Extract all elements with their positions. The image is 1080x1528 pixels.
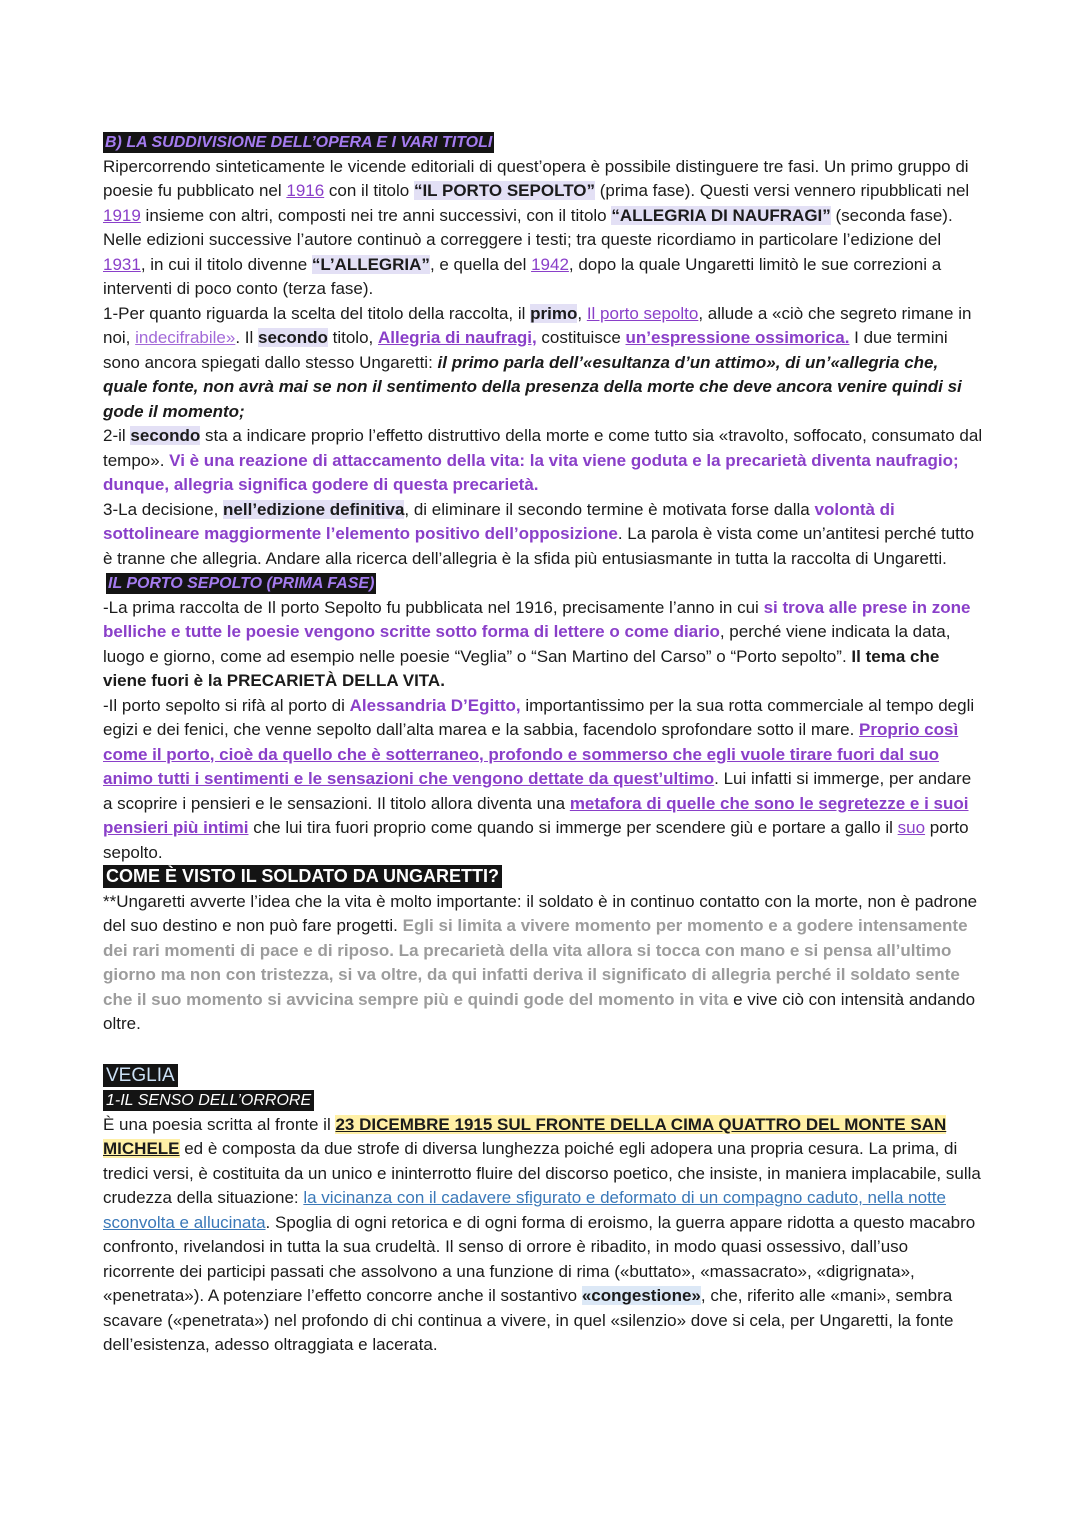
text: (seconda fase). Nelle edizioni successive l’autore continuò a correggere i testi; tra queste ricordiamo in particolare l’edizione del [103,205,953,249]
term-secondo: secondo [130,426,201,445]
term-primo: primo [530,303,578,323]
text: . Il [235,328,258,347]
text: , e quella del [429,254,532,274]
text: . La parola è vista come un’antitesi perché tutto è tranne che allegria. Andare alla ricerca dell’allegria è la sfida più entusiasmante in tutta la raccolta di Ungaretti. [103,524,975,568]
section-soldato [103,865,983,1037]
text: 2-il [103,426,131,445]
term-congestione: «congestione» [581,1286,701,1305]
highlight-proprio-cosi: Proprio così come il porto, cioè da quello che è sotterraneo, profondo e sommerso che egli vuole tirare fuori dal suo animo tutti i sentimenti e le sensazioni che vengono dettate da quest’ultimo [103,720,959,788]
text: titolo, [327,328,378,347]
term-il-porto-sepolto: Il porto sepolto [586,303,699,323]
tema-precarieta: Il tema che viene fuori è la PRECARIETÀ DELLA VITA. [103,646,940,690]
title-allegria-di-naufragi: “ALLEGRIA DI NAUFRAGI” [611,205,831,225]
text: , dopo la quale Ungaretti limitò le sue correzioni a interventi di poco conto (terza fase). [103,254,942,298]
term-secondo: secondo [258,328,328,347]
section-b-heading: B) LA SUDDIVISIONE DELL’OPERA E I VARI TITOLI [105,134,493,151]
porto-sepolto-paragraph-2 [103,694,983,866]
text: -Il porto sepolto si rifà al porto di [103,695,350,715]
text: , in cui il titolo divenne [140,254,312,274]
highlight-volonta: volontà di sottolineare maggiormente l’elemento positivo dell’opposizione [103,499,895,543]
text: I due termini sono ancora spiegati dallo stesso Ungaretti: [103,328,948,372]
term-suo: suo [897,818,926,837]
text: . Lui infatti si immerge, per andare a scoprire i pensieri e le sensazioni. Il titolo allora diventa una [103,769,972,813]
veglia-heading: VEGLIA [103,1064,178,1087]
document-page [103,130,983,1358]
text: , allude a «ciò che segreto rimane in noi, [103,303,972,347]
year-1931: 1931 [103,254,141,274]
text: -La prima raccolta de Il porto Sepolto fu pubblicata nel 1916, precisamente l’anno in cui [103,597,764,617]
term-alessandria: Alessandria D’Egitto, [349,695,521,715]
text: sta a indicare proprio l’effetto distruttivo della morte e come tutto sia «travolto, soffocato, consumato dal tempo». [103,426,983,470]
veglia-paragraph-1 [103,1113,983,1358]
highlight-grey: Egli si limita a vivere momento per momento e a godere intensamente dei rari momenti di pace e di riposo. La precarietà della vita allora si tocca con mano e si pensa all’ultimo giorno ma non con tristezza, si va oltre, da qui infatti deriva il significato di allegria perché il soldato sente che il suo momento si avvicina sempre più e quindi gode del momento in vita [103,916,968,1009]
text: 1-Per quanto riguarda la scelta del titolo della raccolta, il [103,303,531,323]
section-b-paragraph-2 [103,302,983,425]
text: **Ungaretti avverte l’idea che la vita è molto importante: il soldato è in continuo contatto con la morte, non è padrone del suo destino e non può fare progetti. [103,891,978,935]
term-allegria-di-naufragi: Allegria di naufragi, [378,328,537,347]
section-porto-sepolto [103,571,983,865]
text: Ripercorrendo sinteticamente le vicende editoriali di quest’opera è possibile distinguere tre fasi. Un primo gruppo di poesie fu pubblicato nel [103,156,969,200]
text: 3-La decisione, [103,499,224,519]
highlight-metafora: metafora di quelle che sono le segretezze e i suoi pensieri più intimi [103,793,969,837]
text: , di eliminare il secondo termine è motivata forse dalla [404,499,815,519]
veglia-subheading: 1-IL SENSO DELL’ORRORE [103,1090,314,1111]
text: , che, riferito alle «mani», sembra scavare («penetrata») nel profondo di chi continua a vivere, in quel «silenzio» dove si cela, per Ungaretti, la fonte dell’esistenza, adesso oltraggiata e lacerata. [103,1286,954,1354]
porto-sepolto-heading: IL PORTO SEPOLTO (PRIMA FASE) [108,575,375,592]
title-allegria: “L’ALLEGRIA” [311,254,430,274]
highlight-attaccamento: Vi è una reazione di attaccamento della vita: la vita viene goduta e la precarietà diventa naufragio; dunque, allegria significa godere di questa precarietà. [103,450,959,494]
text: insieme con altri, composti nei tre anni successivi, con il titolo [140,205,612,225]
text: , [577,303,587,323]
term-ossimorica: un’espressione ossimorica. [625,328,850,347]
year-1916: 1916 [286,181,325,200]
text: . Spoglia di ogni retorica e di ogni forma di eroismo, la guerra appare ridotta a questo macabro confronto, rivelandosi in tutta la sua crudeltà. Il senso di orrore è ribadito, in modo quasi ossessivo, dall’uso ricorrente dei participi passati che assolvono a una funzione di rima («buttato», «massacrato», «digrignata», «penetrata»). A potenziare l’effetto concorre anche il sostantivo [103,1212,976,1305]
text: e vive ciò con intensità andando oltre. [103,989,976,1033]
title-porto-sepolto: “IL PORTO SEPOLTO” [413,181,596,200]
text: (prima fase). Questi versi vennero ripubblicati nel [595,181,970,200]
highlight-cadavere: la vicinanza con il cadavere sfigurato e deformato di un compagno caduto, nella notte sconvolta e allucinata [103,1188,946,1232]
highlight-zone-belliche: si trova alle prese in zone belliche e tutte le poesie vengono scritte sotto forma di lettere o come diario [103,597,971,641]
soldato-paragraph-1 [103,890,983,1037]
porto-sepolto-paragraph-1 [103,596,983,694]
text: con il titolo [324,181,414,200]
year-1919: 1919 [103,205,141,225]
text: , perché viene indicata la data, luogo e giorno, come ad esempio nelle poesie “Veglia” o “San Martino del Carso” o “Porto sepolto”. [103,622,951,666]
section-b-paragraph-4 [103,498,983,572]
year-1942: 1942 [531,254,569,274]
section-b-paragraph-1 [103,155,983,302]
text: ed è composta da due strofe di diversa lunghezza poiché egli adopera una propria cesura. La prima, di tredici versi, è costituita da un unico e ininterrotto fluire del discorso poetico, che insiste, in maniera implacabile, sulla crudezza della situazione: [103,1139,981,1207]
section-b-paragraph-3 [103,424,983,498]
text: È una poesia scritta al fronte il [103,1114,336,1134]
text: porto sepolto. [103,818,969,862]
text: costituisce [536,328,626,347]
soldato-heading: COME È VISTO IL SOLDATO DA UNGARETTI? [103,865,502,888]
quote-primo: il primo parla dell’«esultanza d’un attimo», di un’«allegria che, quale fonte, non avrà mai se non il sentimento della presenza della morte che deve ancora venire quindi si gode il momento; [103,352,962,421]
term-indecifrabile: indecifrabile» [135,328,236,347]
section-gap [103,1037,983,1064]
term-edizione-definitiva: nell’edizione definitiva [223,499,405,519]
text: che lui tira fuori proprio come quando si immerge per scendere giù e portare a gallo il [248,818,898,837]
text: importantissimo per la sua rotta commerciale al tempo degli egizi e dei fenici, che venne sepolto dall’alta marea e la sabbia, facendolo sprofondare sotto il mare. [103,695,975,739]
section-b [103,130,983,571]
highlight-date: 23 DICEMBRE 1915 SUL FRONTE DELLA CIMA QUATTRO DEL MONTE SAN MICHELE [103,1114,947,1158]
section-veglia [103,1064,983,1358]
